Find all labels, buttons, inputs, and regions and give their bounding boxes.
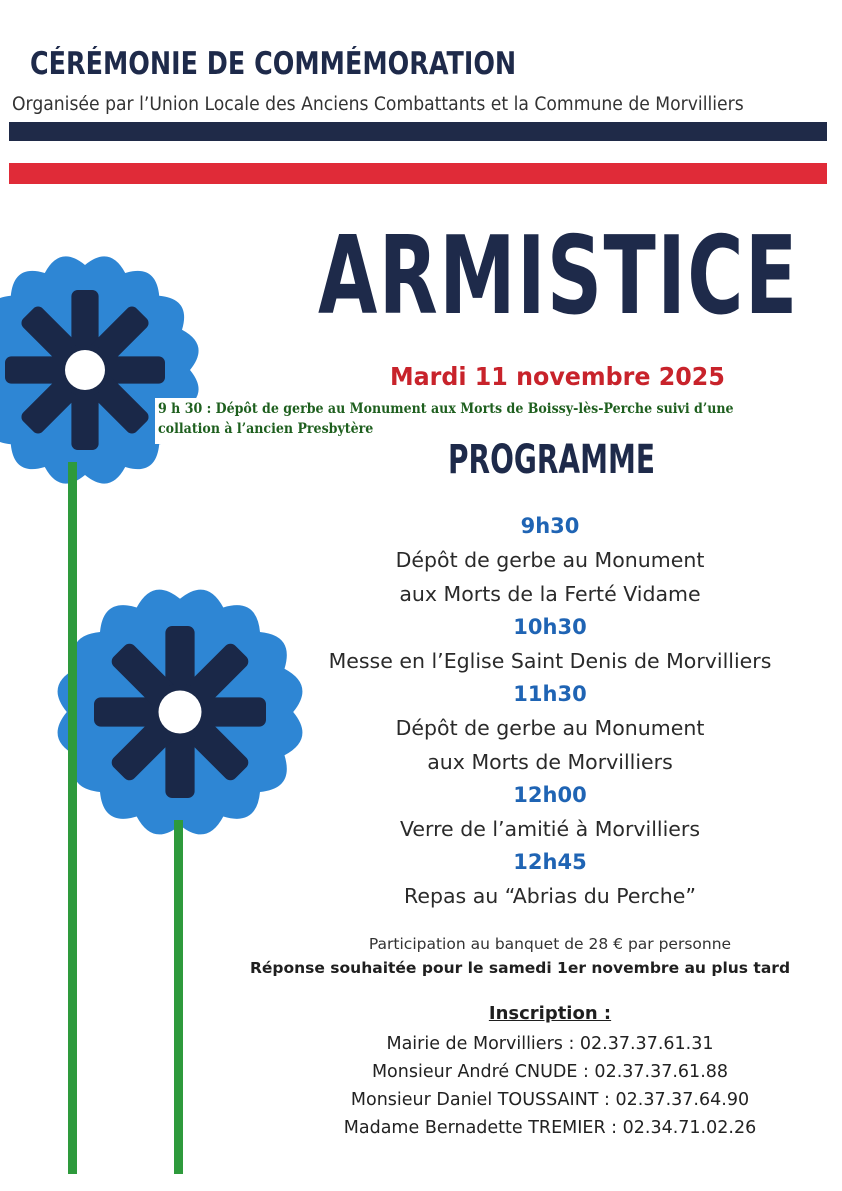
programme-time: 11h30 [513,682,587,706]
cornflower-bottom [58,590,303,835]
stem-left [68,462,77,1174]
event-date: Mardi 11 novembre 2025 [390,362,725,391]
header-subtitle: Organisée par l’Union Locale des Anciens Combattants et la Commune de Morvilliers [12,94,744,115]
programme-time: 9h30 [520,514,580,538]
reply-deadline: Réponse souhaitée pour le samedi 1er novembre au plus tard [249,959,791,977]
flower-center [65,350,105,390]
contact-list [300,1030,800,1142]
red-band [9,163,827,184]
programme-line: Dépôt de gerbe au Monument [395,716,705,740]
programme-time: 12h45 [513,850,587,874]
programme-line: Messe en l’Eglise Saint Denis de Morvilliers [328,649,772,673]
programme-line: Repas au “Abrias du Perche” [404,884,696,908]
programme-time: 12h00 [513,783,587,807]
header-title: CÉRÉMONIE DE COMMÉMORATION [30,46,517,82]
programme-line: aux Morts de la Ferté Vidame [399,582,701,606]
notice-line-1: 9 h 30 : Dépôt de gerbe au Monument aux Morts de Boissy-lès-Perche suivi d’une [158,401,734,417]
participation-text: Participation au banquet de 28 € par personne [368,935,732,953]
programme-line: aux Morts de Morvilliers [427,750,673,774]
navy-band [9,122,827,141]
cornflower-top [0,256,199,483]
programme-line: Dépôt de gerbe au Monument [395,548,705,572]
notice-line-2: collation à l’ancien Presbytère [158,421,374,437]
programme-list [300,510,800,913]
contact-line: Mairie de Morvilliers : 02.37.37.61.31 [386,1034,714,1054]
programme-heading: PROGRAMME [448,437,655,483]
main-title: ARMISTICE [318,214,799,339]
contact-line: Monsieur André CNUDE : 02.37.37.61.88 [371,1062,729,1082]
programme-time: 10h30 [513,615,587,639]
contact-line: Madame Bernadette TREMIER : 02.34.71.02.26 [343,1118,757,1138]
contact-line: Monsieur Daniel TOUSSAINT : 02.37.37.64.90 [350,1090,750,1110]
flower-center [159,691,202,734]
inscription-heading: Inscription : [488,1003,612,1024]
stem-right [174,820,183,1174]
cornflower-illustration [0,230,330,1190]
programme-line: Verre de l’amitié à Morvilliers [399,817,701,841]
